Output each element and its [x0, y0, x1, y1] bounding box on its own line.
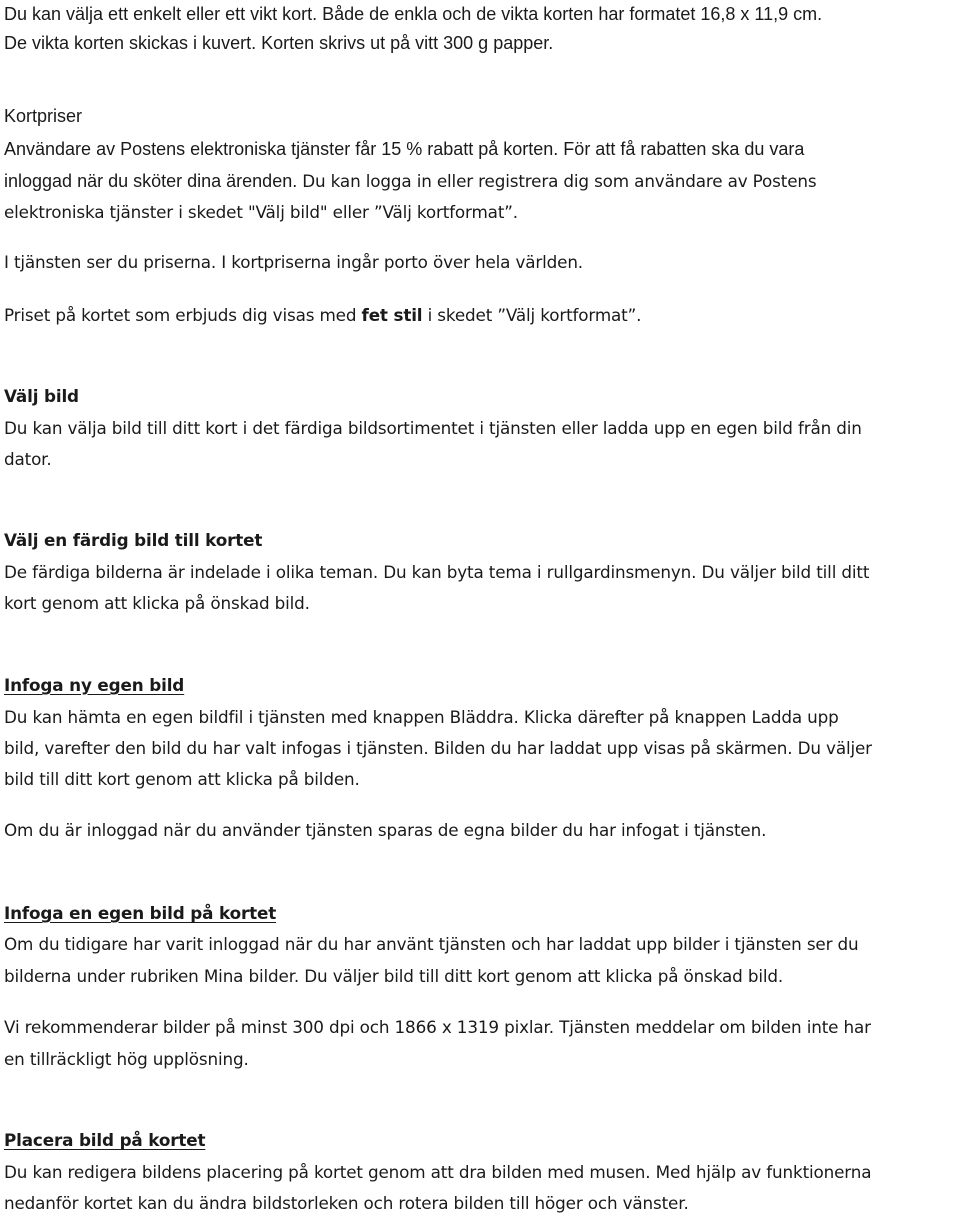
intro-line-2: De vikta korten skickas i kuvert. Korten skrivs ut på vitt 300 g papper.: [4, 33, 554, 53]
kortpriser-heading: Kortpriser: [4, 106, 83, 126]
kortpriser-line-1: Användare av Postens elektroniska tjänster får 15 % rabatt på korten. För att få rabatten ska du vara: [4, 139, 805, 159]
ny-egen-bild-line-1: Du kan hämta en egen bildfil i tjänsten med knappen Bläddra. Klicka därefter på knappen Ladda upp: [4, 707, 839, 727]
kortpriser-line-2: [4, 169, 816, 194]
valj-bild-line-2: dator.: [4, 449, 52, 469]
placera-bild-line-2: nedanför kortet kan du ändra bildstorleken och rotera bilden till höger och vänster.: [4, 1193, 689, 1213]
placera-bild-heading: Placera bild på kortet: [4, 1130, 206, 1150]
fardig-bild-heading: Välj en färdig bild till kortet: [4, 530, 263, 550]
valj-bild-heading: Välj bild: [4, 386, 79, 406]
placera-bild-line-1: Du kan redigera bildens placering på kortet genom att dra bilden med musen. Med hjälp av funktionerna: [4, 1162, 872, 1182]
ny-egen-bild-line-2: bild, varefter den bild du har valt infogas i tjänsten. Bilden du har laddat upp visas på skärmen. Du väljer: [4, 738, 872, 758]
bold-text: fet stil: [361, 305, 423, 325]
kortpriser-line-2b: Du kan logga in eller registrera dig som användare av Postens: [302, 171, 817, 191]
kortpriser-line-3: elektroniska tjänster i skedet "Välj bild" eller ”Välj kortformat”.: [4, 202, 518, 222]
egen-bild-kortet-line-4: en tillräckligt hög upplösning.: [4, 1049, 249, 1069]
fardig-bild-line-1: De färdiga bilderna är indelade i olika teman. Du kan byta tema i rullgardinsmenyn. Du väljer bild till ditt: [4, 562, 870, 582]
ny-egen-bild-heading: Infoga ny egen bild: [4, 675, 185, 695]
intro-line-1: Du kan välja ett enkelt eller ett vikt kort. Både de enkla och de vikta korten har formatet 16,8 x 11,9 cm.: [4, 4, 823, 24]
ny-egen-bild-line-4: Om du är inloggad när du använder tjänsten sparas de egna bilder du har infogat i tjänsten.: [4, 820, 767, 840]
kortpriser-line-5c: i skedet ”Välj kortformat”.: [422, 305, 642, 325]
valj-bild-line-1: Du kan välja bild till ditt kort i det färdiga bildsortimentet i tjänsten eller ladda upp en egen bild från din: [4, 418, 862, 438]
ny-egen-bild-line-3: bild till ditt kort genom att klicka på bilden.: [4, 769, 360, 789]
kortpriser-line-4: I tjänsten ser du priserna. I kortpriserna ingår porto över hela världen.: [4, 252, 583, 272]
kortpriser-line-5a: Priset på kortet som erbjuds dig visas med: [4, 305, 362, 325]
egen-bild-kortet-line-3: Vi rekommenderar bilder på minst 300 dpi och 1866 x 1319 pixlar. Tjänsten meddelar om bilden inte har: [4, 1017, 871, 1037]
egen-bild-kortet-heading: Infoga en egen bild på kortet: [4, 903, 277, 923]
kortpriser-line-5: [4, 303, 641, 327]
egen-bild-kortet-line-2: bilderna under rubriken Mina bilder. Du väljer bild till ditt kort genom att klicka på önskad bild.: [4, 966, 784, 986]
fardig-bild-line-2: kort genom att klicka på önskad bild.: [4, 593, 310, 613]
kortpriser-line-2a: inloggad när du sköter dina ärenden.: [4, 171, 303, 191]
egen-bild-kortet-line-1: Om du tidigare har varit inloggad när du har använt tjänsten och har laddat upp bilder i tjänsten ser du: [4, 934, 859, 954]
